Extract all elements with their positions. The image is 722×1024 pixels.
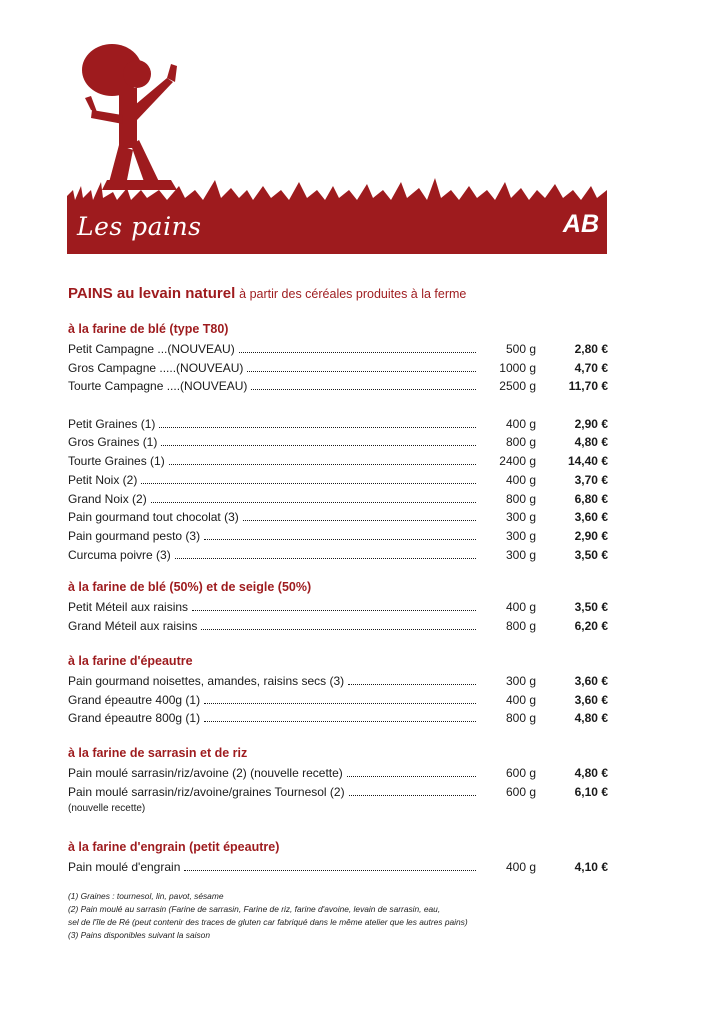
menu-item-row (68, 340, 608, 359)
item-name: Petit Campagne ...(NOUVEAU) (68, 342, 235, 356)
item-weight: 500 g (505, 342, 536, 356)
item-weight: 300 g (505, 510, 536, 525)
item-weight: 400 g (505, 416, 536, 431)
item-price: 4,10 € (574, 860, 608, 874)
item-name: Pain moulé sarrasin/riz/avoine (2) (nouvelle recette) (68, 766, 343, 780)
menu-item-row (68, 433, 608, 452)
item-price: 3,50 € (574, 547, 608, 562)
leader-dots (243, 508, 476, 521)
leader-dots (175, 546, 476, 559)
item-weight: 800 g (505, 435, 536, 450)
item-weight: 400 g (505, 860, 536, 874)
footnotes (68, 890, 628, 942)
menu-item-row (68, 415, 608, 434)
item-weight: 300 g (505, 674, 536, 688)
item-name: Grand épeautre 400g (1) (68, 692, 201, 707)
item-weight: 400 g (505, 472, 536, 487)
leader-dots (204, 527, 476, 540)
menu-item-row (68, 858, 608, 877)
section (68, 322, 608, 564)
leader-dots (161, 433, 476, 446)
item-price: 3,60 € (574, 674, 608, 688)
footnote-line: (3) Pains disponibles suivant la saison (68, 930, 210, 940)
item-name: Gros Graines (1) (68, 435, 158, 450)
menu-item-row (68, 546, 608, 565)
menu-item-row (68, 617, 608, 636)
leader-dots (204, 709, 476, 722)
item-name: Pain gourmand tout chocolat (3) (68, 510, 239, 525)
item-price: 6,20 € (574, 618, 608, 633)
section-heading: à la farine de blé (50%) et de seigle (50%) (68, 580, 312, 594)
menu-item-row (68, 377, 608, 396)
section-heading: à la farine de sarrasin et de riz (68, 746, 248, 760)
section (68, 580, 608, 635)
item-price: 3,60 € (574, 692, 608, 707)
title-bold: PAINS au levain naturel (68, 285, 236, 302)
menu-item-row (68, 764, 608, 783)
menu-item-row (68, 359, 608, 378)
leader-dots (192, 598, 476, 611)
item-weight: 1000 g (499, 360, 536, 375)
section-note: (nouvelle recette) (68, 803, 146, 815)
leader-dots (347, 764, 476, 777)
item-price: 4,70 € (574, 360, 608, 375)
item-name: Gros Campagne .....(NOUVEAU) (68, 360, 244, 375)
item-weight: 800 g (505, 491, 536, 506)
menu-item-row (68, 691, 608, 710)
item-weight: 400 g (505, 692, 536, 707)
item-price: 2,90 € (574, 528, 608, 543)
leader-dots (151, 490, 476, 503)
item-weight: 300 g (505, 528, 536, 543)
item-name: Pain moulé d'engrain (68, 860, 181, 874)
menu-item-row (68, 598, 608, 617)
item-weight: 600 g (505, 784, 536, 799)
section (68, 654, 608, 728)
item-weight: 400 g (505, 600, 536, 614)
leader-dots (184, 858, 476, 871)
item-name: Grand Noix (2) (68, 491, 147, 506)
item-name: Petit Méteil aux raisins (68, 600, 189, 614)
item-price: 2,80 € (574, 342, 608, 356)
leader-dots (204, 691, 476, 704)
item-price: 14,40 € (567, 454, 608, 469)
menu-item-row (68, 396, 608, 415)
item-weight: 800 g (505, 618, 536, 633)
item-name: Grand Méteil aux raisins (68, 618, 198, 633)
footnote-line: (2) Pain moulé au sarrasin (Farine de sarrasin, Farine de riz, farine d'avoine, levain de sarrasin, eau, (68, 904, 441, 914)
section (68, 746, 608, 817)
item-price: 4,80 € (574, 711, 608, 726)
item-name: Tourte Campagne ....(NOUVEAU) (68, 379, 248, 394)
item-name: Curcuma poivre (3) (68, 547, 171, 562)
item-price: 6,80 € (574, 491, 608, 506)
item-price: 2,90 € (574, 416, 608, 431)
leader-dots (239, 340, 476, 353)
ab-logo: AB (562, 210, 599, 238)
leader-dots (141, 471, 476, 484)
menu-item-row (68, 471, 608, 490)
leader-dots (201, 617, 476, 630)
leader-dots (348, 672, 476, 685)
banner-title: Les pains (77, 212, 202, 241)
tree-character-icon (82, 44, 177, 190)
item-name: Pain gourmand pesto (3) (68, 528, 201, 543)
menu-item-row (68, 508, 608, 527)
leader-dots (251, 377, 476, 390)
item-price: 3,70 € (574, 472, 608, 487)
leader-dots (169, 452, 476, 465)
item-name: Tourte Graines (1) (68, 454, 165, 469)
item-price: 3,50 € (574, 600, 608, 614)
section-heading: à la farine d'engrain (petit épeautre) (68, 840, 280, 854)
menu-item-row (68, 452, 608, 471)
item-name: Pain moulé sarrasin/riz/avoine/graines Tournesol (2) (68, 784, 345, 799)
menu-item-row (68, 527, 608, 546)
menu-item-row (68, 783, 608, 802)
item-price: 11,70 € (568, 379, 608, 394)
leader-dots (159, 415, 476, 428)
item-weight: 2500 g (499, 379, 536, 394)
leader-dots (247, 359, 476, 372)
section-heading: à la farine de blé (type T80) (68, 322, 229, 336)
leader-dots (349, 783, 476, 796)
footnote-line: sel de l'île de Ré (peut contenir des traces de gluten car fabriqué dans le même atelier que les autres pains) (68, 917, 468, 927)
item-price: 3,60 € (574, 510, 608, 525)
section-heading: à la farine d'épeautre (68, 654, 193, 668)
header-banner (67, 40, 607, 254)
item-name: Pain gourmand noisettes, amandes, raisins secs (3) (68, 674, 345, 688)
item-weight: 2400 g (499, 454, 536, 469)
item-weight: 800 g (505, 711, 536, 726)
menu-item-row (68, 709, 608, 728)
item-name: Petit Noix (2) (68, 472, 138, 487)
item-name: Petit Graines (1) (68, 416, 156, 431)
item-price: 4,80 € (574, 435, 608, 450)
menu-item-row (68, 672, 608, 691)
item-weight: 300 g (505, 547, 536, 562)
footnote-line: (1) Graines : tournesol, lin, pavot, sésame (68, 891, 224, 901)
section (68, 840, 608, 877)
item-price: 4,80 € (574, 766, 608, 780)
item-name: Grand épeautre 800g (1) (68, 711, 201, 726)
item-weight: 600 g (505, 766, 536, 780)
menu-item-row (68, 490, 608, 509)
page-title (68, 285, 466, 302)
title-subtitle: à partir des céréales produites à la ferme (239, 287, 467, 301)
item-price: 6,10 € (574, 784, 608, 799)
